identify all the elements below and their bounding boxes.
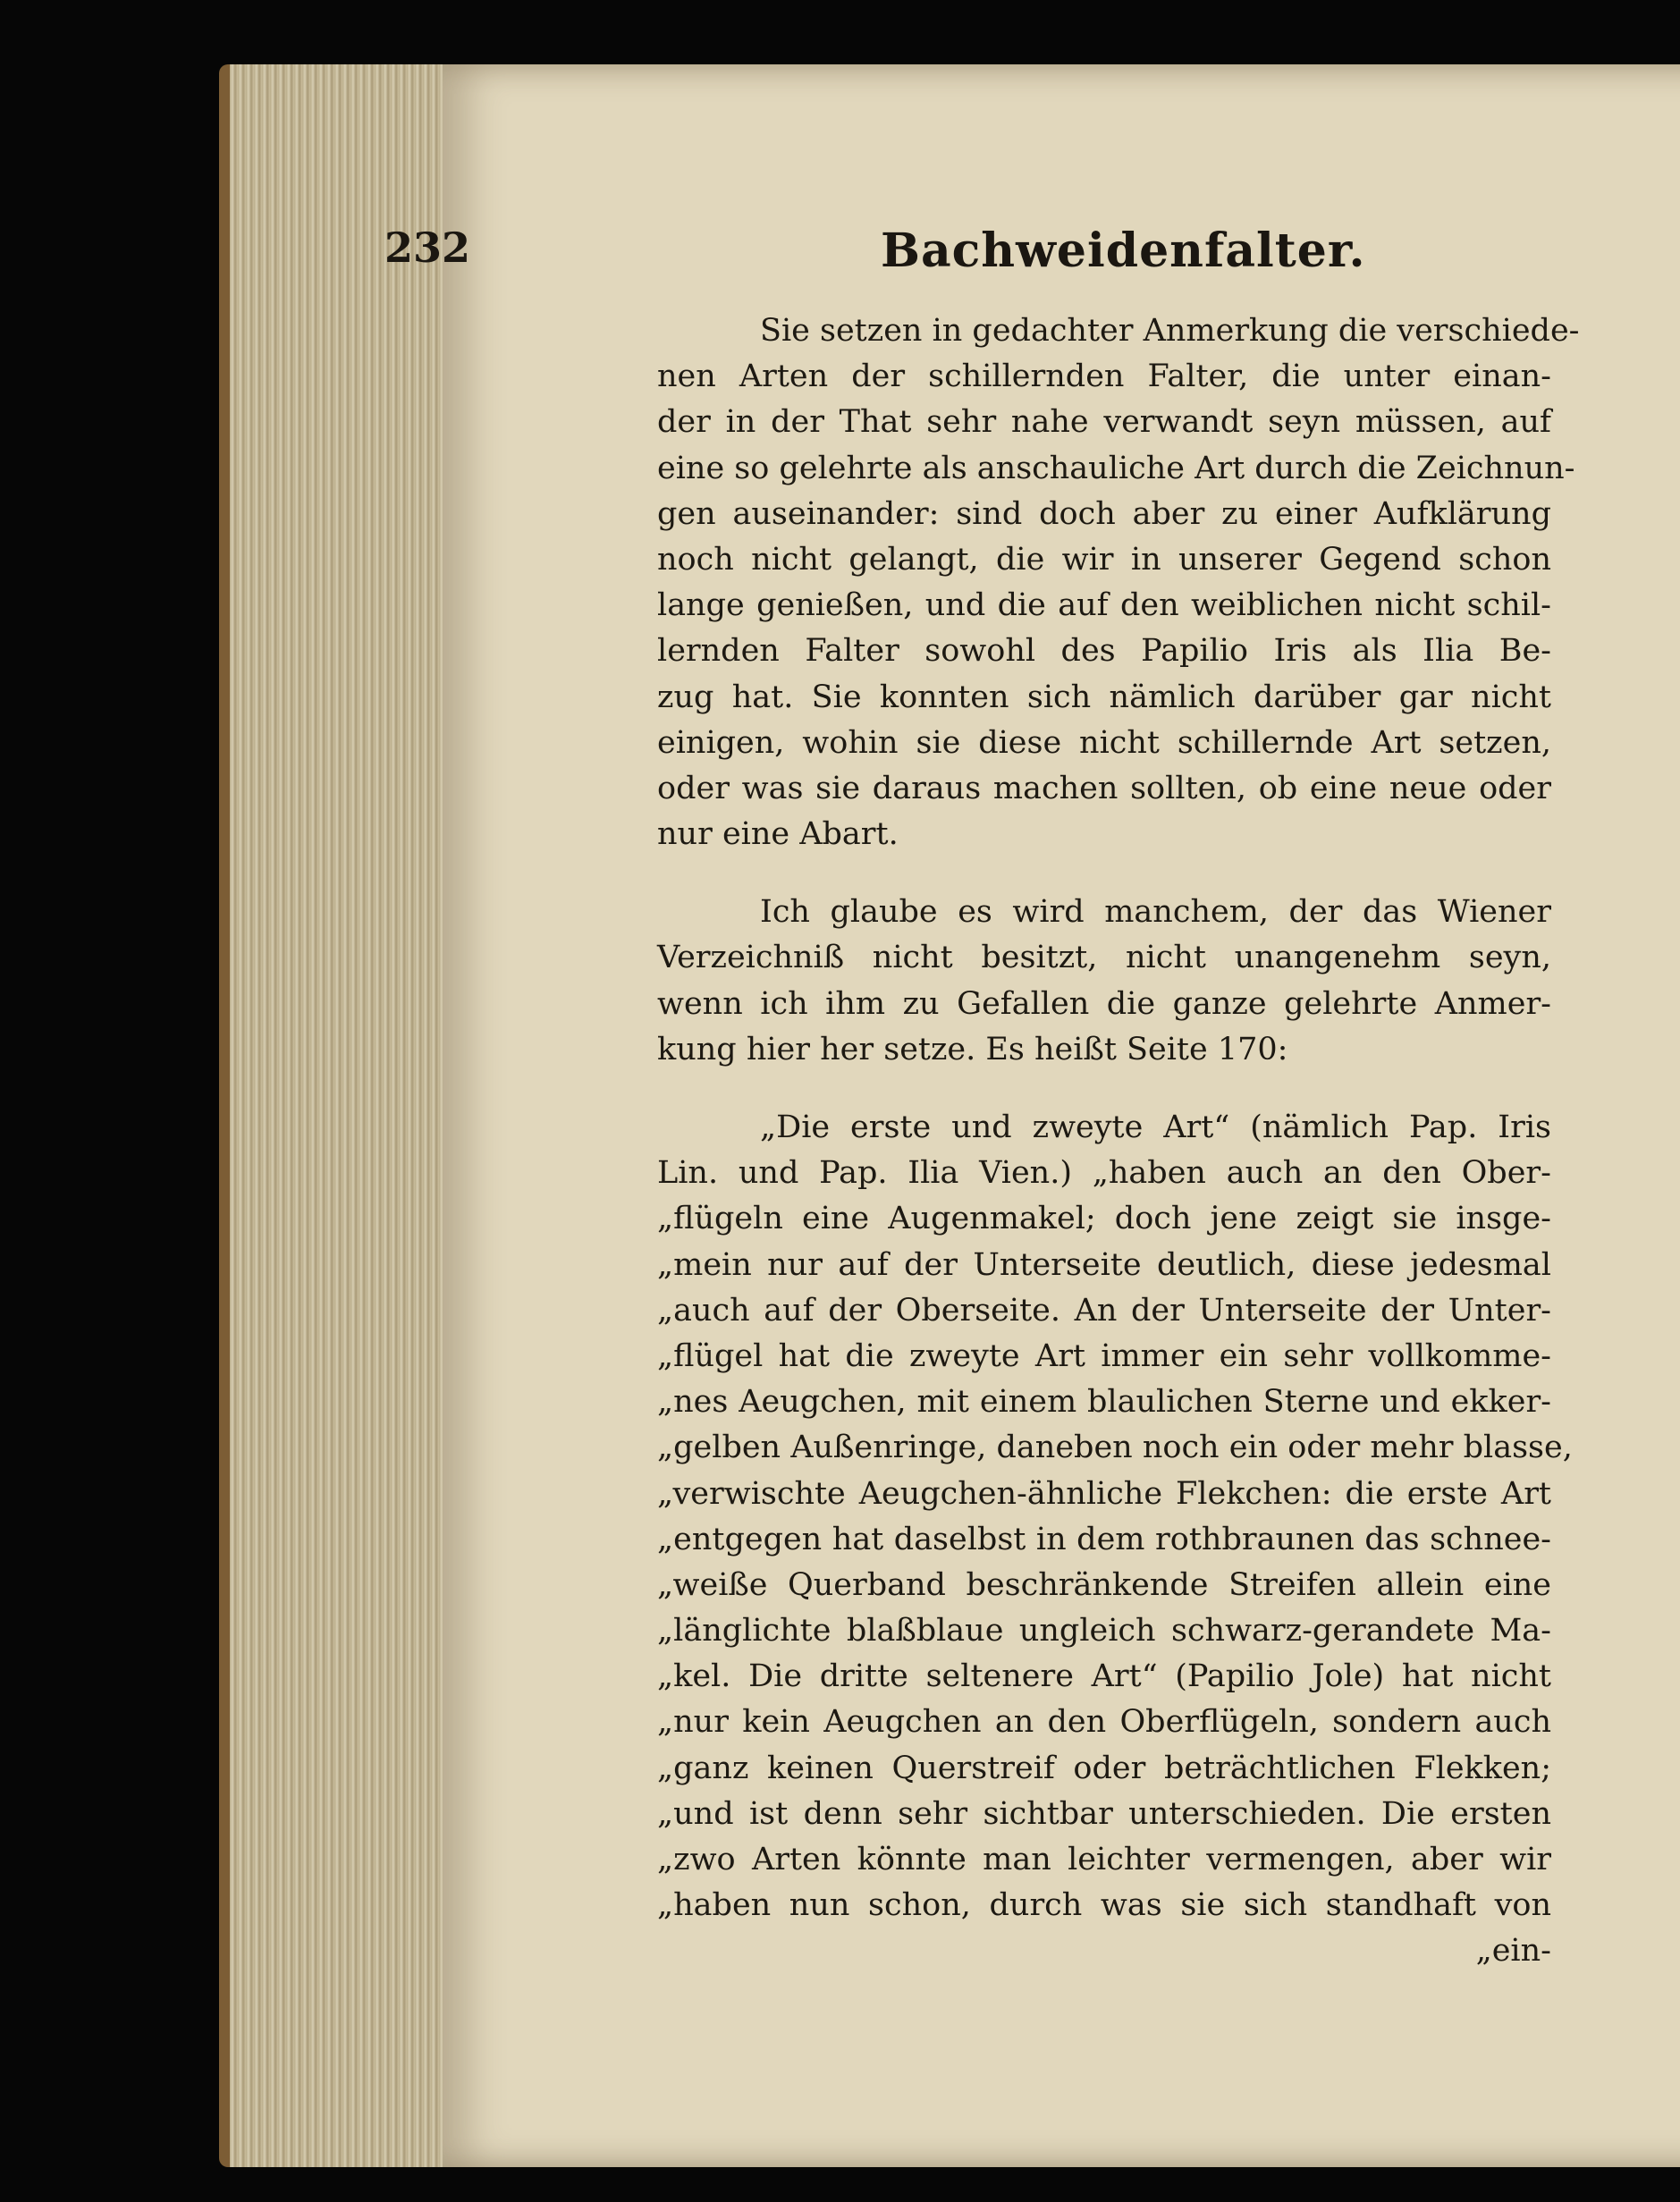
page-number: 232 — [384, 224, 471, 272]
text-line: „zwo Arten könnte man leichter vermengen, aber wir — [657, 1842, 1551, 1877]
text-line: „haben nun schon, durch was sie sich standhaft von — [657, 1887, 1551, 1924]
page-header — [384, 224, 1547, 295]
text-line: lernden Falter sowohl des Papilio Iris als Ilia Be- — [657, 633, 1551, 670]
text-line: einigen, wohin sie diese nicht schillernde Art setzen, — [657, 724, 1551, 761]
paragraph-1 — [657, 308, 1580, 857]
text-line: „auch auf der Oberseite. An der Unterseite der Unter- — [657, 1292, 1551, 1329]
text-line: „Die erste und zweyte Art“ (nämlich Pap. Iris — [760, 1109, 1551, 1145]
paragraph-2 — [657, 890, 1551, 1073]
body-text — [657, 308, 1580, 1975]
text-line: „und ist denn sehr sichtbar unterschieden. Die ersten — [657, 1795, 1551, 1832]
text-line: „weiße Querband beschränkende Streifen allein eine — [657, 1566, 1551, 1603]
text-line: noch nicht gelangt, die wir in unserer Gegend schon — [657, 541, 1551, 578]
text-line: „mein nur auf der Unterseite deutlich, diese jedesmal — [657, 1246, 1551, 1283]
text-line: kung hier her setze. Es heißt Seite 170: — [657, 1031, 1288, 1067]
text-line: „nes Aeugchen, mit einem blaulichen Sterne und ekker- — [657, 1384, 1551, 1421]
text-line: nen Arten der schillernden Falter, die unter einan- — [657, 359, 1551, 395]
text-line: zug hat. Sie konnten sich nämlich darüber gar nicht — [657, 679, 1551, 715]
text-line: lange genießen, und die auf den weiblichen nicht schil- — [657, 587, 1551, 624]
text-line: Ich glaube es wird manchem, der das Wiener — [760, 894, 1551, 931]
text-line: Sie setzen in gedachter Anmerkung die verschiede- — [760, 313, 1580, 349]
text-line: „gelben Außenringe, daneben noch ein oder mehr blasse, — [657, 1430, 1573, 1466]
running-head: Bachweidenfalter. — [881, 224, 1366, 278]
text-line: oder was sie daraus machen sollten, ob eine neue oder — [657, 770, 1551, 806]
text-line: eine so gelehrte als anschauliche Art durch die Zeichnun- — [657, 450, 1575, 486]
text-line: „verwischte Aeugchen-ähnliche Flekchen: die erste Art — [657, 1475, 1551, 1512]
text-line: „kel. Die dritte seltenere Art“ (Papilio Jole) hat nicht — [657, 1658, 1551, 1695]
text-line: „nur kein Aeugchen an den Oberflügeln, sondern auch — [657, 1704, 1551, 1741]
text-line: der in der That sehr nahe verwandt seyn müssen, auf — [657, 404, 1551, 441]
text-line: „entgegen hat daselbst in dem rothbraunen das schnee- — [657, 1521, 1551, 1557]
text-line: Verzeichniß nicht besitzt, nicht unangenehm seyn, — [657, 940, 1551, 976]
text-line: „flügel hat die zweyte Art immer ein sehr vollkomme- — [657, 1337, 1551, 1374]
text-line: Lin. und Pap. Ilia Vien.) „haben auch an den Ober- — [657, 1155, 1551, 1192]
text-line: „ganz keinen Querstreif oder beträchtlichen Flekken; — [657, 1750, 1551, 1786]
paragraph-3 — [657, 1105, 1573, 1975]
text-line: gen auseinander: sind doch aber zu einer Aufklärung — [657, 495, 1551, 532]
text-line: „länglichte blaßblaue ungleich schwarz-gerandete Ma- — [657, 1613, 1551, 1649]
text-line: nur eine Abart. — [657, 816, 899, 853]
page-edges — [219, 64, 443, 2167]
catchword: „ein- — [1475, 1933, 1551, 1970]
text-line: wenn ich ihm zu Gefallen die ganze gelehrte Anmer- — [657, 985, 1551, 1022]
text-line: „flügeln eine Augenmakel; doch jene zeigt sie insge- — [657, 1201, 1551, 1237]
